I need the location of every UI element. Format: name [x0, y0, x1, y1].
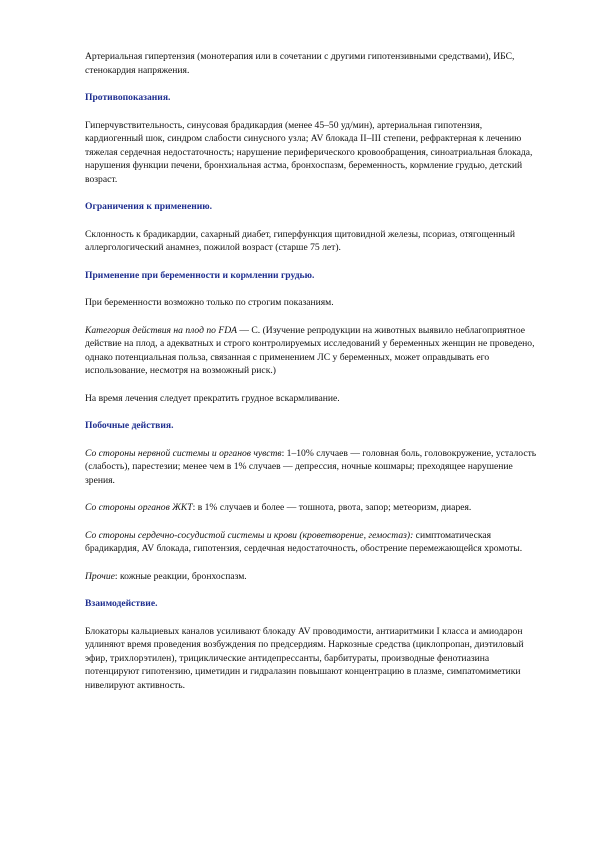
pregnancy-paragraph-3: На время лечения следует прекратить грудное вскармливание. — [85, 392, 340, 404]
document-body — [85, 50, 537, 692]
side-effects-other — [85, 570, 537, 584]
heading-restrictions: Ограничения к применению. — [85, 201, 213, 212]
pregnancy-paragraph-fda — [85, 324, 537, 378]
side-gi-text: : в 1% случаев и более — тошнота, рвота, запор; метеоризм, диарея. — [192, 502, 472, 513]
side-gi-label: Со стороны органов ЖКТ — [85, 502, 193, 513]
side-other-label: Прочие — [85, 570, 115, 582]
contraindications-paragraph: Гиперчувствительность, синусовая брадикардия (менее 45–50 уд/мин), артериальная гипотензия, кардиогенный шок, синдром слабости синусного узла; AV блокада II–III степени, рефрактерная к лечению тяжелая сердечная недостаточность; нарушение периферического кровообращения, синоатриальная блокада, нарушения функции печени, бронхиальная астма, бронхоспазм, беременность, кормление грудью, детский возраст. — [85, 119, 533, 185]
indications-paragraph: Артериальная гипертензия (монотерапия или в сочетании с другими гипотензивными средствами), ИБС, стенокардия напряжения. — [85, 51, 515, 76]
side-cardio-label: Со стороны сердечно-сосудистой системы и крови (кроветворение, гемостаз): — [85, 529, 414, 541]
fda-category-text: — C. (Изучение репродукции на животных выявило неблагоприятное действие на плод, а адекватных и строго контролируемых исследований у беременных женщин не проведено, однако потенциальная польза, связанная с применением ЛС у беременных, может оправдывать его использование, несмотря на возможный риск.) — [85, 324, 535, 376]
pregnancy-paragraph-1: При беременности возможно только по строгим показаниям. — [85, 297, 334, 308]
heading-contraindications: Противопоказания. — [85, 92, 171, 103]
fda-category-label: Категория действия на плод по FDA — [85, 324, 237, 336]
side-effects-cardio — [85, 529, 537, 556]
restrictions-paragraph: Склонность к брадикардии, сахарный диабет, гиперфункция щитовидной железы, псориаз, отягощенный аллергологический анамнез, пожилой возраст (старше 75 лет). — [85, 228, 515, 253]
side-nervous-text: : 1–10% случаев — головная боль, головокружение, усталость (слабость), парестезии; менее чем в 1% случаев — депрессия, ночные кошмары; преходящее нарушение зрения. — [85, 447, 537, 486]
side-nervous-label: Со стороны нервной системы и органов чувств — [85, 447, 282, 459]
side-cardio-text: симптоматическая брадикардия, AV блокада, гипотензия, сердечная недостаточность, обострение перемежающейся хромоты. — [85, 529, 523, 554]
interactions-paragraph: Блокаторы кальциевых каналов усиливают блокаду AV проводимости, антиаритмики I класса и амиодарон удлиняют время проведения возбуждения по предсердиям. Наркозные средства (циклопропан, диэтиловый эфир, трихлорэтилен), трициклические антидепрессанты, барбитураты, производные фенотиазина потенцируют гипотензию, циметидин и гидралазин повышают концентрацию в плазме, симпатомиметики нивелируют активность. — [85, 625, 524, 691]
side-other-text: : кожные реакции, бронхоспазм. — [114, 570, 247, 582]
heading-pregnancy: Применение при беременности и кормлении грудью. — [85, 269, 315, 281]
heading-side-effects: Побочные действия. — [85, 420, 174, 431]
side-effects-nervous — [85, 447, 537, 488]
side-effects-gi — [85, 501, 537, 515]
heading-interactions: Взаимодействие. — [85, 598, 158, 609]
